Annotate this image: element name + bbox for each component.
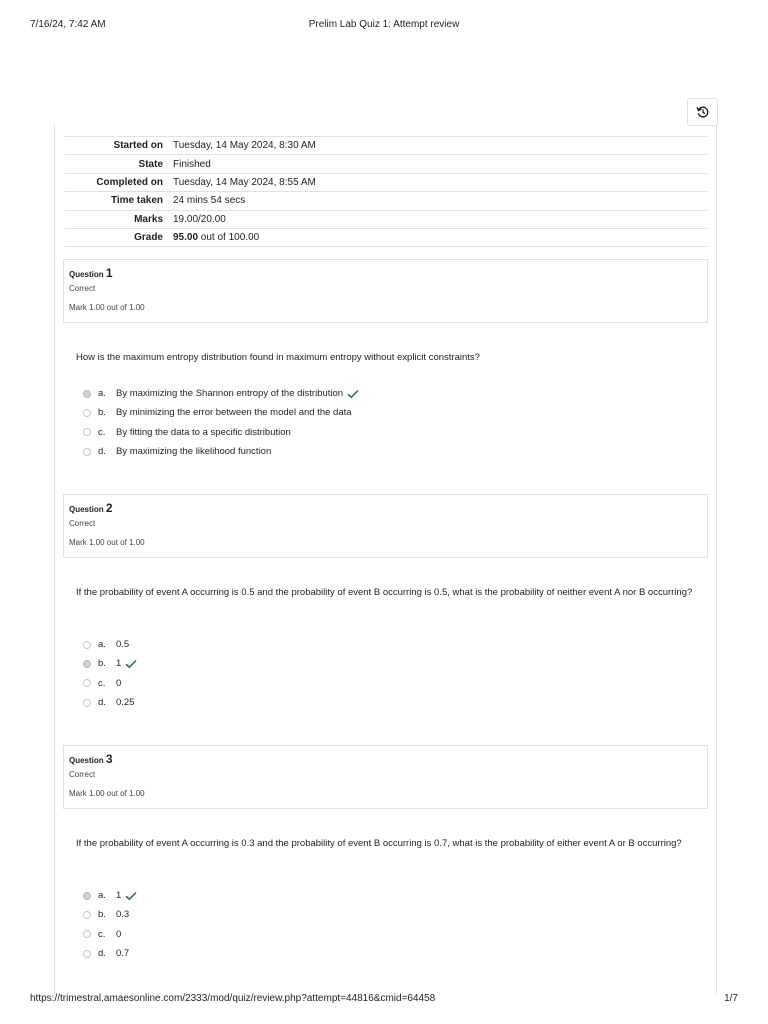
question-text-3: If the probability of event A occurring is 0.3 and the probability of event B occurring is 0.7, what is the probability of either event A or B occurring? — [76, 838, 682, 849]
history-icon — [696, 105, 710, 119]
attempt-summary-table — [65, 136, 707, 247]
answer-option[interactable]: a. 1 — [83, 886, 583, 905]
print-title: Prelim Lab Quiz 1: Attempt review — [308, 19, 460, 30]
summary-row-marks — [65, 210, 707, 228]
radio-button[interactable] — [83, 950, 91, 958]
radio-button[interactable] — [83, 448, 91, 456]
radio-button[interactable] — [83, 930, 91, 938]
page-number: 1/7 — [724, 993, 738, 1004]
answer-option[interactable]: d. By maximizing the likelihood function — [83, 442, 583, 461]
history-button[interactable] — [687, 98, 718, 126]
summary-label: Time taken — [110, 195, 163, 207]
radio-button[interactable] — [83, 911, 91, 919]
radio-button[interactable] — [83, 390, 91, 398]
question-info-2 — [63, 494, 708, 558]
question-state: Correct — [69, 284, 96, 293]
summary-value: Finished — [173, 158, 211, 170]
question-number: Question 1 — [69, 266, 113, 280]
summary-value — [173, 228, 707, 246]
print-date: 7/16/24, 7:42 AM — [30, 19, 106, 30]
radio-button[interactable] — [83, 660, 91, 668]
answer-list-1 — [83, 384, 583, 461]
question-state: Correct — [69, 770, 96, 779]
question-mark: Mark 1.00 out of 1.00 — [69, 303, 145, 312]
summary-value: Tuesday, 14 May 2024, 8:55 AM — [173, 176, 316, 188]
answer-option[interactable]: d. 0.7 — [83, 944, 583, 963]
correct-check-icon — [347, 389, 359, 399]
radio-button[interactable] — [83, 699, 91, 707]
answer-option[interactable]: b. By minimizing the error between the model and the data — [83, 403, 583, 422]
summary-label: State — [138, 158, 163, 170]
grade-out-of: out of 100.00 — [198, 232, 260, 244]
page-url: https://trimestral.amaesonline.com/2333/mod/quiz/review.php?attempt=44816&cmid=64458 — [30, 993, 436, 1004]
summary-label: Completed on — [96, 176, 163, 188]
correct-check-icon — [125, 659, 137, 669]
question-text-1: How is the maximum entropy distribution found in maximum entropy without explicit constraints? — [76, 352, 480, 363]
answer-option[interactable]: a. By maximizing the Shannon entropy of the distribution — [83, 384, 583, 403]
radio-button[interactable] — [83, 641, 91, 649]
question-info-1 — [63, 259, 708, 323]
radio-button[interactable] — [83, 892, 91, 900]
question-info-3 — [63, 745, 708, 809]
question-mark: Mark 1.00 out of 1.00 — [69, 789, 145, 798]
question-text-2: If the probability of event A occurring is 0.5 and the probability of event B occurring is 0.5, what is the probability of neither event A nor B occurring? — [76, 587, 693, 598]
correct-check-icon — [125, 891, 137, 901]
summary-label: Grade — [134, 232, 163, 244]
grade-value: 95.00 — [173, 232, 199, 244]
summary-value: 24 mins 54 secs — [173, 195, 246, 207]
attempt-review-content — [54, 124, 717, 994]
summary-row-completed — [65, 173, 707, 191]
radio-button[interactable] — [83, 409, 91, 417]
radio-button[interactable] — [83, 679, 91, 687]
answer-option[interactable]: b. 1 — [83, 654, 583, 673]
summary-row-grade — [65, 228, 707, 246]
answer-option[interactable]: b. 0.3 — [83, 905, 583, 924]
summary-value: 19.00/20.00 — [173, 213, 226, 225]
summary-row-started — [65, 137, 707, 155]
question-number: Question 3 — [69, 752, 113, 766]
answer-option[interactable]: a. 0.5 — [83, 635, 583, 654]
answer-option[interactable]: c. By fitting the data to a specific distribution — [83, 423, 583, 442]
radio-button[interactable] — [83, 428, 91, 436]
answer-option[interactable]: c. 0 — [83, 674, 583, 693]
answer-option[interactable]: d. 0.25 — [83, 693, 583, 712]
summary-value: Tuesday, 14 May 2024, 8:30 AM — [173, 140, 316, 152]
summary-row-time-taken — [65, 192, 707, 210]
summary-label: Started on — [113, 140, 163, 152]
question-state: Correct — [69, 519, 96, 528]
answer-option[interactable]: c. 0 — [83, 925, 583, 944]
answer-list-3 — [83, 886, 583, 963]
answer-list-2 — [83, 635, 583, 712]
summary-row-state — [65, 155, 707, 173]
print-header — [0, 19, 768, 33]
summary-label: Marks — [134, 213, 163, 225]
question-mark: Mark 1.00 out of 1.00 — [69, 538, 145, 547]
question-number: Question 2 — [69, 501, 113, 515]
